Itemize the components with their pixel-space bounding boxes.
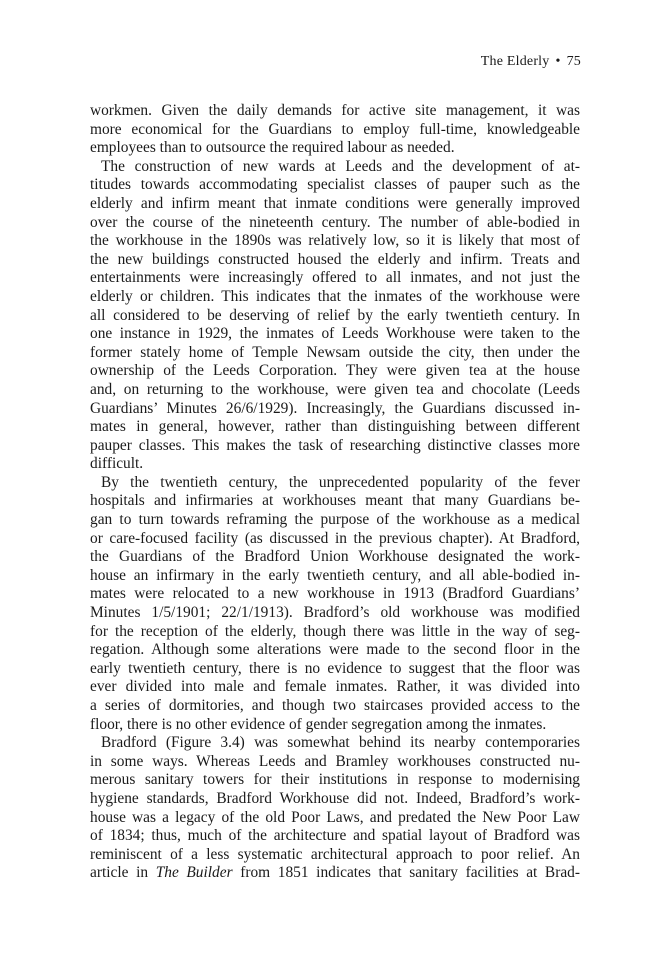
text-line: house was a legacy of the old Poor Laws, and predated the New Poor Law [90, 808, 580, 826]
text-line: the workhouse in the 1890s was relatively low, so it is likely that most of [90, 232, 580, 250]
text-fragment: article in [90, 864, 156, 882]
text-line: ever divided into male and female inmates. Rather, it was divided into [90, 678, 580, 696]
text-fragment: from 1851 indicates that sanitary facilities at Brad- [232, 864, 580, 882]
publication-title: The Builder [155, 864, 233, 882]
text-line: ownership of the Leeds Corporation. They were given tea at the house [90, 362, 580, 380]
text-line: in some ways. Whereas Leeds and Bramley workhouses constructed nu- [90, 752, 580, 770]
text-line: former stately home of Temple Newsam outside the city, then under the [90, 343, 580, 361]
running-header [481, 54, 581, 70]
page-number: 75 [566, 54, 581, 69]
text-line: elderly and infirm meant that inmate conditions were generally improved [90, 194, 580, 212]
text-line: hygiene standards, Bradford Workhouse did not. Indeed, Bradford’s work- [90, 789, 580, 807]
text-line: mates were relocated to a new workhouse in 1913 (Bradford Guardians’ [90, 585, 580, 603]
text-line: more economical for the Guardians to employ full-time, knowledgeable [90, 120, 580, 138]
text-line: Guardians’ Minutes 26/6/1929). Increasingly, the Guardians discussed in- [90, 399, 580, 417]
text-line: one instance in 1929, the inmates of Leeds Workhouse were taken to the [90, 325, 580, 343]
section-title: The Elderly [480, 54, 550, 69]
text-line: By the twentieth century, the unprecedented popularity of the fever [101, 473, 580, 491]
text-line: for the reception of the elderly, though there was little in the way of seg- [90, 622, 580, 640]
body-text [90, 102, 580, 883]
text-line: hospitals and infirmaries at workhouses meant that many Guardians be- [90, 492, 580, 510]
header-separator: • [555, 54, 561, 69]
text-line: regation. Although some alterations were made to the second floor in the [90, 641, 580, 659]
text-line: a series of dormitories, and though two staircases provided access to the [90, 697, 580, 714]
text-line [90, 864, 580, 883]
text-line: employees than to outsource the required labour as needed. [90, 139, 455, 157]
text-line: the Guardians of the Bradford Union Workhouse designated the work- [90, 548, 580, 566]
text-line: titudes towards accommodating specialist classes of pauper such as the [90, 176, 580, 194]
text-line: of 1834; thus, much of the architecture and spatial layout of Bradford was [90, 827, 580, 845]
text-line: and, on returning to the workhouse, were given tea and chocolate (Leeds [90, 380, 580, 398]
text-line: house an infirmary in the early twentieth century, and all able-bodied in- [90, 566, 580, 584]
text-line: The construction of new wards at Leeds and the development of at- [101, 157, 580, 175]
text-line: pauper classes. This makes the task of researching distinctive classes more [90, 436, 580, 454]
text-line: the new buildings constructed housed the elderly and infirm. Treats and [90, 250, 580, 268]
text-line: or care-focused facility (as discussed in the previous chapter). At Bradford, [90, 529, 580, 547]
text-line: mates in general, however, rather than distinguishing between different [90, 418, 580, 436]
text-line: early twentieth century, there is no evidence to suggest that the floor was [90, 659, 580, 677]
text-line: floor, there is no other evidence of gender segregation among the inmates. [90, 715, 547, 733]
text-line: Bradford (Figure 3.4) was somewhat behind its nearby contemporaries [101, 734, 580, 752]
text-line: entertainments were increasingly offered to all inmates, and not just the [90, 269, 580, 287]
text-line: merous sanitary towers for their institutions in response to modernising [90, 771, 580, 789]
text-line: difficult. [90, 455, 144, 473]
text-line: Minutes 1/5/1901; 22/1/1913). Bradford’s old workhouse was modified [90, 604, 580, 622]
text-line: over the course of the nineteenth century. The number of able-bodied in [90, 213, 580, 231]
text-line: reminiscent of a less systematic architectural approach to poor relief. An [90, 845, 580, 863]
text-line: workmen. Given the daily demands for active site management, it was [90, 102, 580, 119]
text-line: elderly or children. This indicates that the inmates of the workhouse were [90, 287, 580, 305]
text-line: all considered to be deserving of relief by the early twentieth century. In [90, 306, 580, 324]
text-line: gan to turn towards reframing the purpose of the workhouse as a medical [90, 511, 580, 529]
